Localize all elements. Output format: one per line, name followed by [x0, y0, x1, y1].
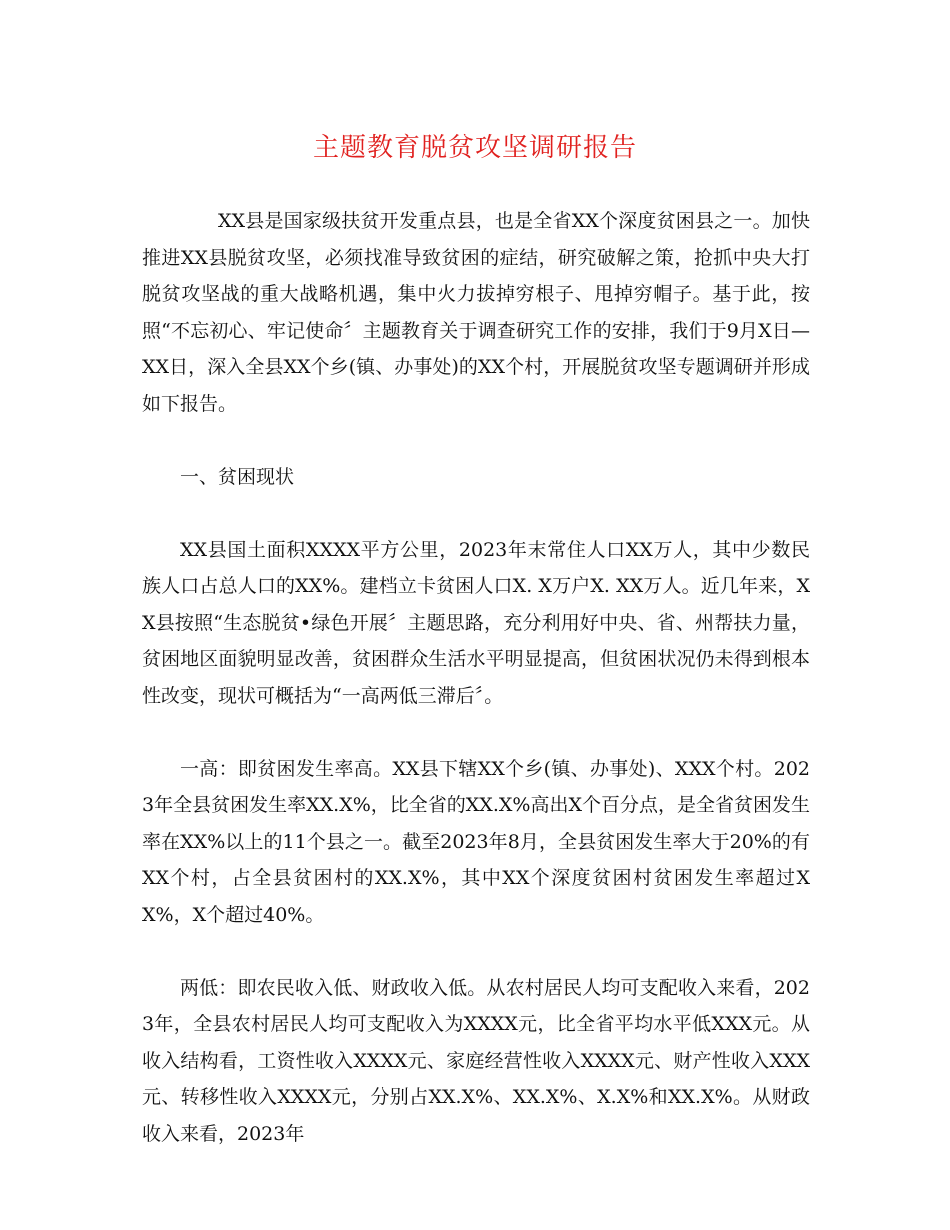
- document-body: [142, 203, 810, 1152]
- paragraph-spacer: [142, 422, 810, 459]
- paragraph-one-high: 一高：即贫困发生率高。XX县下辖XX个乡(镇、办事处)、XXX个村。2023年全县贫困发生率XX.X%，比全省的XX.X%高出X个百分点，是全省贫困发生率在XX%以上的11个县之一。截至2023年8月，全县贫困发生率大于20%的有XX个村，占全县贫困村的XX.X%，其中XX个深度贫困村贫困发生率超过XX%，X个超过40%。: [142, 757, 810, 926]
- paragraph-intro: XX县是国家级扶贫开发重点县，也是全省XX个深度贫困县之一。加快推进XX县脱贫攻坚，必须找准导致贫困的症结，研究破解之策，抢抓中央大打脱贫攻坚战的重大战略机遇，集中火力拔掉穷根子、甩掉穷帽子。基于此，按照“不忘初心、牢记使命〞主题教育关于调查研究工作的安排，我们于9月X日—XX日，深入全县XX个乡(镇、办事处)的XX个村，开展脱贫攻坚专题调研并形成如下报告。: [142, 210, 810, 415]
- section-heading-poverty-status: 一、贫困现状: [180, 465, 295, 488]
- paragraph-overview: XX县国土面积XXXX平方公里，2023年末常住人口XX万人，其中少数民族人口占总人口的XX%。建档立卡贫困人口X. X万户X. XX万人。近几年来，XX县按照“生态脱贫•绿色开展〞主题思路，充分利用好中央、省、州帮扶力量，贫困地区面貌明显改善，贫困群众生活水平明显提高，但贫困状况仍未得到根本性改变，现状可概括为“一高两低三滞后〞。: [142, 538, 810, 707]
- paragraph-spacer: [142, 714, 810, 751]
- paragraph-spacer: [142, 933, 810, 970]
- document-title: 主题教育脱贫攻坚调研报告: [312, 133, 637, 163]
- paragraph-two-low: 两低：即农民收入低、财政收入低。从农村居民人均可支配收入来看，2023年，全县农村居民人均可支配收入为XXXX元，比全省平均水平低XXX元。从收入结构看，工资性收入XXXX元、家庭经营性收入XXXX元、财产性收入XXX元、转移性收入XXXX元，分别占XX.X%、XX.X%、X.X%和XX.X%。从财政收入来看，2023年: [142, 976, 810, 1145]
- paragraph-spacer: [142, 495, 810, 532]
